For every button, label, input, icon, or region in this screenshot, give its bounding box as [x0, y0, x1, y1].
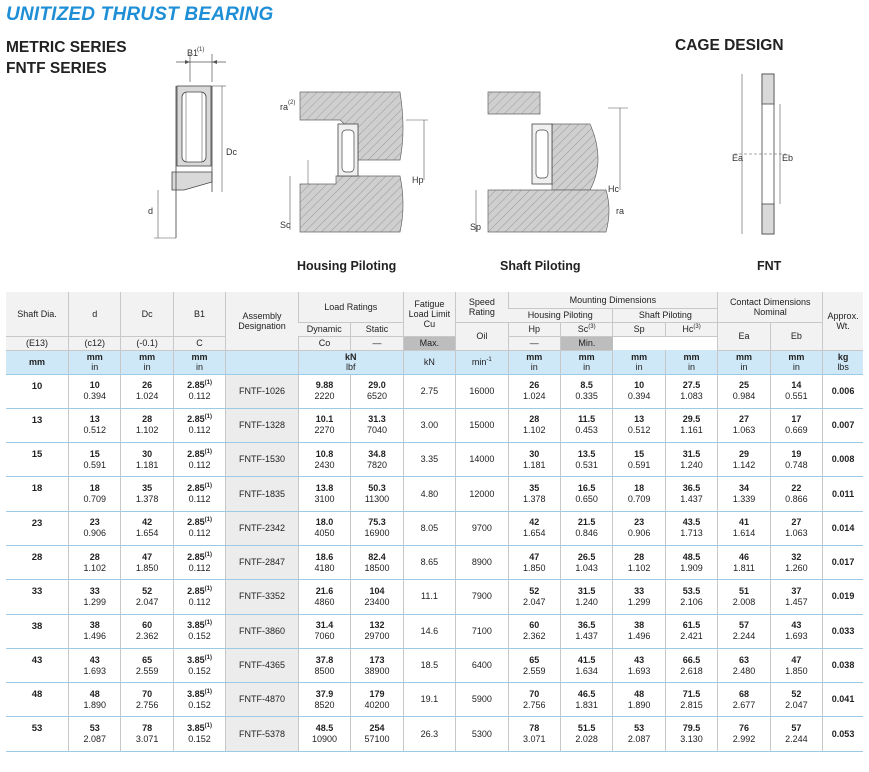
cell-fatigue: 18.5: [403, 648, 455, 682]
cell-d: 33 1.299: [69, 580, 121, 614]
cell-sp: 13 0.512: [613, 408, 665, 442]
cell-b1: 3.85$^{(1)}$ 0.152: [173, 648, 225, 682]
col-sc: Sc$^{(3)}$: [560, 322, 612, 336]
cell-dc: 65 2.559: [121, 648, 173, 682]
cell-weight: 0.017: [823, 545, 863, 579]
sub-dash-hp: —: [351, 336, 403, 350]
cell-shaft: 28: [6, 545, 69, 579]
shaft-piloting-diagram: [470, 80, 630, 250]
cell-fatigue: 3.00: [403, 408, 455, 442]
label-ea: Ea: [732, 153, 744, 163]
cell-hp: 47 1.850: [508, 545, 560, 579]
cell-dynamic: 10.1 2270: [298, 408, 350, 442]
cell-sp: 23 0.906: [613, 511, 665, 545]
bearing-spec-table: [6, 292, 863, 752]
unit-dc: mm in: [121, 350, 173, 374]
table-row: [6, 683, 863, 717]
cell-designation: FNTF-3352: [226, 580, 299, 614]
cell-dynamic: 37.9 8520: [298, 683, 350, 717]
unit-assembly: [226, 350, 299, 374]
cell-eb: 47 1.850: [770, 648, 822, 682]
cell-shaft: 53: [6, 717, 69, 751]
cell-static: 104 23400: [351, 580, 403, 614]
cell-ea: 51 2.008: [718, 580, 770, 614]
cell-designation: FNTF-2847: [226, 545, 299, 579]
cell-ea: 63 2.480: [718, 648, 770, 682]
table-row: [6, 408, 863, 442]
cell-static: 82.4 18500: [351, 545, 403, 579]
unit-hc: mm in: [665, 350, 717, 374]
cell-sc: 41.5 1.634: [560, 648, 612, 682]
label-b1-note: (1): [197, 47, 205, 53]
cell-eb: 37 1.457: [770, 580, 822, 614]
cell-d: 13 0.512: [69, 408, 121, 442]
label-ra: ra: [280, 102, 289, 112]
col-hp: Hp: [508, 322, 560, 336]
unit-weight: kg lbs: [823, 350, 863, 374]
cell-dynamic: 21.6 4860: [298, 580, 350, 614]
cell-hp: 28 1.102: [508, 408, 560, 442]
cell-ea: 27 1.063: [718, 408, 770, 442]
cell-designation: FNTF-1026: [226, 374, 299, 408]
cell-shaft: 13: [6, 408, 69, 442]
cell-hp: 30 1.181: [508, 443, 560, 477]
cell-d: 43 1.693: [69, 648, 121, 682]
cell-fatigue: 4.80: [403, 477, 455, 511]
cell-eb: 17 0.669: [770, 408, 822, 442]
cell-d: 53 2.087: [69, 717, 121, 751]
cell-shaft: 18: [6, 477, 69, 511]
cell-weight: 0.038: [823, 648, 863, 682]
cell-b1: 2.85$^{(1)}$ 0.112: [173, 408, 225, 442]
cell-sp: 48 1.890: [613, 683, 665, 717]
cell-hp: 26 1.024: [508, 374, 560, 408]
cell-hp: 65 2.559: [508, 648, 560, 682]
cell-shaft: 23: [6, 511, 69, 545]
cell-static: 50.3 11300: [351, 477, 403, 511]
cell-fatigue: 14.6: [403, 614, 455, 648]
col-dynamic: Dynamic: [298, 322, 350, 336]
cell-d: 15 0.591: [69, 443, 121, 477]
cell-hc: 43.5 1.713: [665, 511, 717, 545]
cell-static: 254 57100: [351, 717, 403, 751]
cell-weight: 0.006: [823, 374, 863, 408]
cell-dc: 35 1.378: [121, 477, 173, 511]
table-body: [6, 374, 863, 751]
cell-ea: 25 0.984: [718, 374, 770, 408]
col-eb: Eb: [770, 322, 822, 350]
table-row: [6, 614, 863, 648]
cell-dynamic: 18.0 4050: [298, 511, 350, 545]
caption-fnt: FNT: [757, 259, 782, 273]
cell-oil: 9700: [456, 511, 508, 545]
table-row: [6, 443, 863, 477]
cell-designation: FNTF-1530: [226, 443, 299, 477]
col-static: Static: [351, 322, 403, 336]
cell-static: 34.8 7820: [351, 443, 403, 477]
cell-shaft: 48: [6, 683, 69, 717]
cell-dc: 26 1.024: [121, 374, 173, 408]
cell-b1: 2.85$^{(1)}$ 0.112: [173, 511, 225, 545]
cell-b1: 3.85$^{(1)}$ 0.152: [173, 614, 225, 648]
cell-dc: 30 1.181: [121, 443, 173, 477]
cell-oil: 16000: [456, 374, 508, 408]
cell-shaft: 10: [6, 374, 69, 408]
cell-eb: 43 1.693: [770, 614, 822, 648]
cell-d: 23 0.906: [69, 511, 121, 545]
series-fntf: FNTF SERIES: [6, 60, 107, 77]
housing-piloting-diagram: [278, 80, 428, 250]
cell-sc: 31.5 1.240: [560, 580, 612, 614]
col-shaft-dia: Shaft Dia.: [6, 292, 69, 336]
cell-d: 38 1.496: [69, 614, 121, 648]
table-row: [6, 511, 863, 545]
col-d: d: [69, 292, 121, 336]
table-row: [6, 545, 863, 579]
cell-sc: 36.5 1.437: [560, 614, 612, 648]
cell-oil: 15000: [456, 408, 508, 442]
cell-sp: 33 1.299: [613, 580, 665, 614]
sub-dash-sp: —: [508, 336, 560, 350]
cell-designation: FNTF-1328: [226, 408, 299, 442]
caption-housing-piloting: Housing Piloting: [297, 259, 397, 273]
unit-fatigue: kN: [403, 350, 455, 374]
cell-hc: 71.5 2.815: [665, 683, 717, 717]
cell-sc: 11.5 0.453: [560, 408, 612, 442]
cell-d: 10 0.394: [69, 374, 121, 408]
col-load-ratings: Load Ratings: [298, 292, 403, 322]
cell-sp: 18 0.709: [613, 477, 665, 511]
cell-designation: FNTF-2342: [226, 511, 299, 545]
sub-min: Min.: [560, 336, 612, 350]
col-housing-piloting: Housing Piloting: [508, 308, 613, 322]
cell-b1: 2.85$^{(1)}$ 0.112: [173, 477, 225, 511]
cell-shaft: 43: [6, 648, 69, 682]
cell-fatigue: 2.75: [403, 374, 455, 408]
cell-dynamic: 10.8 2430: [298, 443, 350, 477]
cell-dynamic: 48.5 10900: [298, 717, 350, 751]
cell-d: 28 1.102: [69, 545, 121, 579]
cell-b1: 2.85$^{(1)}$ 0.112: [173, 580, 225, 614]
table-row: [6, 374, 863, 408]
cell-oil: 5900: [456, 683, 508, 717]
sub-co: Co: [298, 336, 350, 350]
col-dc: Dc: [121, 292, 173, 336]
cell-dynamic: 9.88 2220: [298, 374, 350, 408]
unit-b1: mm in: [173, 350, 225, 374]
cell-hp: 35 1.378: [508, 477, 560, 511]
cell-sc: 8.5 0.335: [560, 374, 612, 408]
unit-hp: mm in: [508, 350, 560, 374]
cell-oil: 6400: [456, 648, 508, 682]
col-contact: Contact Dimensions Nominal: [718, 292, 823, 322]
cell-weight: 0.014: [823, 511, 863, 545]
cell-sc: 13.5 0.531: [560, 443, 612, 477]
sub-max: Max.: [403, 336, 455, 350]
table-row: [6, 648, 863, 682]
cell-weight: 0.053: [823, 717, 863, 751]
col-weight: Approx. Wt.: [823, 292, 863, 350]
col-mounting: Mounting Dimensions: [508, 292, 718, 308]
cell-dc: 78 3.071: [121, 717, 173, 751]
tol-dc: (c12): [69, 336, 121, 350]
cell-dc: 42 1.654: [121, 511, 173, 545]
caption-shaft-piloting: Shaft Piloting: [500, 259, 581, 273]
label-sc: Sc: [280, 220, 291, 230]
cell-dynamic: 37.8 8500: [298, 648, 350, 682]
cell-sp: 28 1.102: [613, 545, 665, 579]
cell-b1: 2.85$^{(1)}$ 0.112: [173, 443, 225, 477]
cell-hp: 52 2.047: [508, 580, 560, 614]
series-heading: [6, 37, 127, 79]
col-b1: B1: [173, 292, 225, 336]
unit-eb: mm in: [770, 350, 822, 374]
cell-hc: 36.5 1.437: [665, 477, 717, 511]
cell-dc: 47 1.850: [121, 545, 173, 579]
cell-dc: 70 2.756: [121, 683, 173, 717]
cell-oil: 12000: [456, 477, 508, 511]
cell-static: 75.3 16900: [351, 511, 403, 545]
cell-oil: 5300: [456, 717, 508, 751]
cell-sc: 51.5 2.028: [560, 717, 612, 751]
cell-weight: 0.008: [823, 443, 863, 477]
cell-designation: FNTF-4870: [226, 683, 299, 717]
cell-eb: 14 0.551: [770, 374, 822, 408]
series-metric: METRIC SERIES: [6, 39, 127, 56]
fnt-cage-diagram: [730, 64, 794, 244]
cell-eb: 22 0.866: [770, 477, 822, 511]
cell-ea: 34 1.339: [718, 477, 770, 511]
cell-static: 179 40200: [351, 683, 403, 717]
cell-hc: 31.5 1.240: [665, 443, 717, 477]
cell-static: 173 38900: [351, 648, 403, 682]
tol-d: (E13): [6, 336, 69, 350]
cell-weight: 0.033: [823, 614, 863, 648]
page-title: UNITIZED THRUST BEARING: [6, 4, 274, 25]
cell-shaft: 15: [6, 443, 69, 477]
cell-oil: 7900: [456, 580, 508, 614]
tol-b1: (-0.1): [121, 336, 173, 350]
cell-static: 31.3 7040: [351, 408, 403, 442]
cell-hc: 79.5 3.130: [665, 717, 717, 751]
label-hc: Hc: [608, 184, 619, 194]
cell-oil: 8900: [456, 545, 508, 579]
label-dc: Dc: [226, 147, 237, 157]
cell-designation: FNTF-5378: [226, 717, 299, 751]
cell-static: 132 29700: [351, 614, 403, 648]
cell-weight: 0.041: [823, 683, 863, 717]
label-sp: Sp: [470, 222, 482, 232]
cell-b1: 3.85$^{(1)}$ 0.152: [173, 683, 225, 717]
cell-shaft: 33: [6, 580, 69, 614]
cell-dc: 52 2.047: [121, 580, 173, 614]
cell-hp: 60 2.362: [508, 614, 560, 648]
col-speed: Speed Rating: [456, 292, 508, 322]
col-sp: Sp: [613, 322, 665, 336]
cell-designation: FNTF-4365: [226, 648, 299, 682]
cell-b1: 2.85$^{(1)}$ 0.112: [173, 545, 225, 579]
cell-fatigue: 26.3: [403, 717, 455, 751]
label-d: d: [148, 206, 154, 216]
cell-dynamic: 13.8 3100: [298, 477, 350, 511]
col-hc: Hc$^{(3)}$: [665, 322, 717, 336]
col-fatigue: Fatigue Load Limit Cu: [403, 292, 455, 336]
cell-static: 29.0 6520: [351, 374, 403, 408]
cell-oil: 7100: [456, 614, 508, 648]
cell-shaft: 38: [6, 614, 69, 648]
label-ra-shaft: ra: [616, 206, 625, 216]
unit-d: mm in: [69, 350, 121, 374]
cell-hc: 48.5 1.909: [665, 545, 717, 579]
cell-ea: 29 1.142: [718, 443, 770, 477]
cell-ea: 46 1.811: [718, 545, 770, 579]
cell-sp: 38 1.496: [613, 614, 665, 648]
cell-weight: 0.011: [823, 477, 863, 511]
cell-hc: 29.5 1.161: [665, 408, 717, 442]
cell-designation: FNTF-3860: [226, 614, 299, 648]
table-row: [6, 477, 863, 511]
cell-ea: 68 2.677: [718, 683, 770, 717]
cell-weight: 0.019: [823, 580, 863, 614]
cell-fatigue: 19.1: [403, 683, 455, 717]
unit-sc: mm in: [560, 350, 612, 374]
label-hp: Hp: [412, 175, 424, 185]
cell-fatigue: 8.65: [403, 545, 455, 579]
col-oil: Oil: [456, 322, 508, 350]
cell-eb: 52 2.047: [770, 683, 822, 717]
cell-dc: 28 1.102: [121, 408, 173, 442]
cell-b1: 2.85$^{(1)}$ 0.112: [173, 374, 225, 408]
cell-designation: FNTF-1835: [226, 477, 299, 511]
cell-sp: 10 0.394: [613, 374, 665, 408]
cell-eb: 57 2.244: [770, 717, 822, 751]
cell-d: 18 0.709: [69, 477, 121, 511]
col-ea: Ea: [718, 322, 770, 350]
cell-sc: 16.5 0.650: [560, 477, 612, 511]
cell-sp: 43 1.693: [613, 648, 665, 682]
col-shaft-piloting: Shaft Piloting: [613, 308, 718, 322]
cage-design-heading: CAGE DESIGN: [675, 37, 784, 54]
cell-eb: 32 1.260: [770, 545, 822, 579]
cell-b1: 3.85$^{(1)}$ 0.152: [173, 717, 225, 751]
cell-oil: 14000: [456, 443, 508, 477]
cell-sp: 53 2.087: [613, 717, 665, 751]
label-eb: Eb: [782, 153, 794, 163]
cell-d: 48 1.890: [69, 683, 121, 717]
cell-dynamic: 18.6 4180: [298, 545, 350, 579]
label-b1: B1: [187, 48, 199, 58]
table-row: [6, 580, 863, 614]
cell-fatigue: 8.05: [403, 511, 455, 545]
cell-sp: 15 0.591: [613, 443, 665, 477]
cell-hc: 61.5 2.421: [665, 614, 717, 648]
unit-load: kN lbf: [298, 350, 403, 374]
col-assembly: Assembly Designation: [226, 292, 299, 350]
cell-sc: 21.5 0.846: [560, 511, 612, 545]
cell-weight: 0.007: [823, 408, 863, 442]
label-ra-note: (2): [288, 100, 296, 106]
cell-ea: 57 2.244: [718, 614, 770, 648]
unit-ea: mm in: [718, 350, 770, 374]
cell-dc: 60 2.362: [121, 614, 173, 648]
cell-hc: 53.5 2.106: [665, 580, 717, 614]
cell-hc: 66.5 2.618: [665, 648, 717, 682]
cell-eb: 19 0.748: [770, 443, 822, 477]
cell-hp: 42 1.654: [508, 511, 560, 545]
cell-hp: 70 2.756: [508, 683, 560, 717]
cell-dynamic: 31.4 7060: [298, 614, 350, 648]
cell-ea: 76 2.992: [718, 717, 770, 751]
cell-sc: 26.5 1.043: [560, 545, 612, 579]
cell-fatigue: 3.35: [403, 443, 455, 477]
cell-hc: 27.5 1.083: [665, 374, 717, 408]
cell-fatigue: 11.1: [403, 580, 455, 614]
bearing-section-diagram: [130, 42, 260, 242]
table-row: [6, 717, 863, 751]
cell-ea: 41 1.614: [718, 511, 770, 545]
unit-sp: mm in: [613, 350, 665, 374]
cell-eb: 27 1.063: [770, 511, 822, 545]
sub-c: C: [173, 336, 225, 350]
unit-shaft: mm: [6, 350, 69, 374]
cell-hp: 78 3.071: [508, 717, 560, 751]
cell-sc: 46.5 1.831: [560, 683, 612, 717]
unit-speed: $\min^{-1}$: [456, 350, 508, 374]
